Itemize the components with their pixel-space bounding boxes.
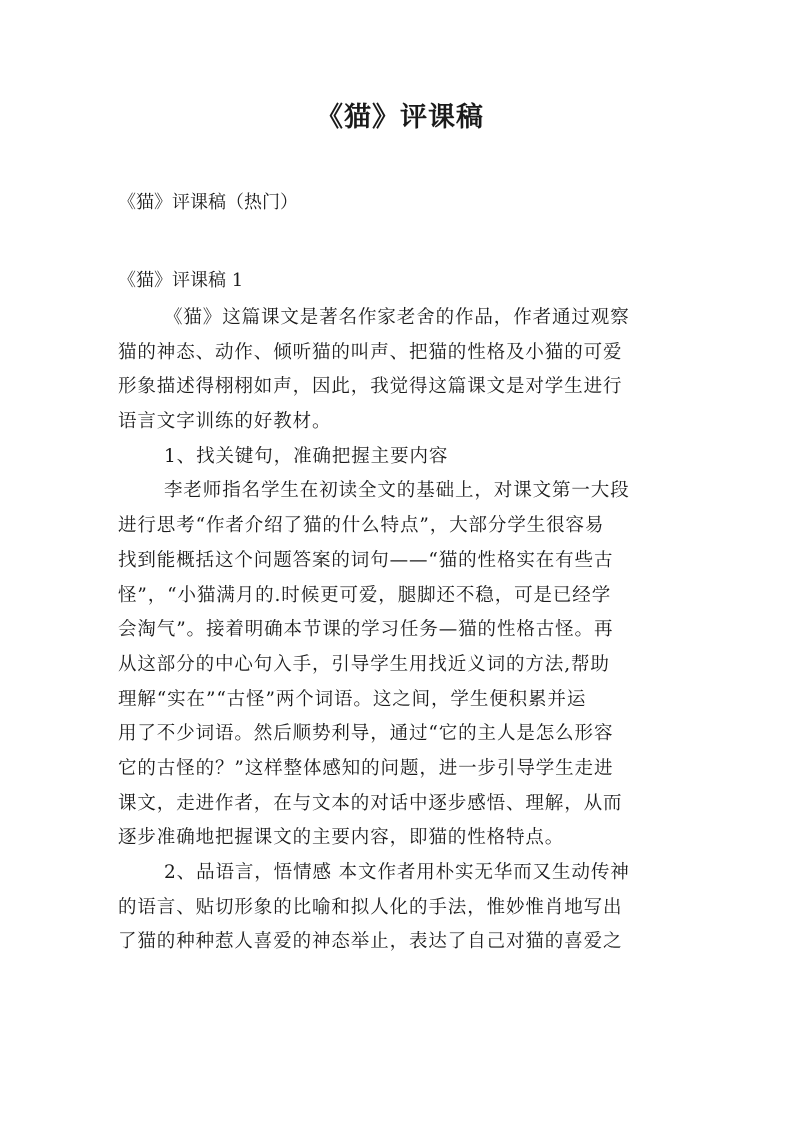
body-line: 从这部分的中心句入手，引导学生用找近义词的方法,帮助 — [118, 653, 610, 675]
body-line: 理解“实在”“古怪”两个词语。这之间，学生便积累并运 — [118, 688, 587, 710]
section-heading: 《猫》评课稿 1 — [118, 270, 244, 291]
document-title: 《猫》评课稿 — [316, 102, 484, 133]
body-line: 它的古怪的？”这样整体感知的问题，进一步引导学生走进 — [118, 757, 614, 779]
document-body — [118, 301, 686, 960]
body-line: 会淘气”。接着明确本节课的学习任务—猫的性格古怪。再 — [118, 619, 614, 641]
body-line: 1、找关键句，准确把握主要内容 — [164, 445, 449, 467]
document-subtitle: 《猫》评课稿（热门） — [118, 192, 298, 213]
body-line: 课文，走进作者，在与文本的对话中逐步感悟、理解，从而 — [118, 792, 623, 814]
body-line: 语言文字训练的好教材。 — [118, 411, 332, 433]
body-line: 《猫》这篇课文是著名作家老舍的作品，作者通过观察 — [164, 307, 630, 328]
body-line: 怪”，“小猫满月的.时候更可爱，腿脚还不稳，可是已经学 — [118, 584, 612, 606]
body-line: 找到能概括这个问题答案的词句——“猫的性格实在有些古 — [118, 549, 614, 571]
body-line: 李老师指名学生在初读全文的基础上，对课文第一大段 — [164, 480, 630, 502]
body-line: 2、品语言，悟情感 本文作者用朴实无华而又生动传神 — [164, 862, 630, 883]
body-line: 的语言、贴切形象的比喻和拟人化的手法，惟妙惟肖地写出 — [118, 896, 623, 918]
body-line: 形象描述得栩栩如声，因此，我觉得这篇课文是对学生进行 — [118, 376, 623, 398]
body-line: 了猫的种种惹人喜爱的神态举止，表达了自己对猫的喜爱之 — [118, 931, 623, 953]
body-line: 猫的神态、动作、倾听猫的叫声、把猫的性格及小猫的可爱 — [118, 341, 623, 363]
body-line: 用了不少词语。然后顺势利导，通过“它的主人是怎么形容 — [118, 723, 614, 745]
body-line: 进行思考“作者介绍了猫的什么特点”，大部分学生很容易 — [118, 515, 605, 537]
body-line: 逐步准确地把握课文的主要内容，即猫的性格特点。 — [118, 827, 565, 849]
